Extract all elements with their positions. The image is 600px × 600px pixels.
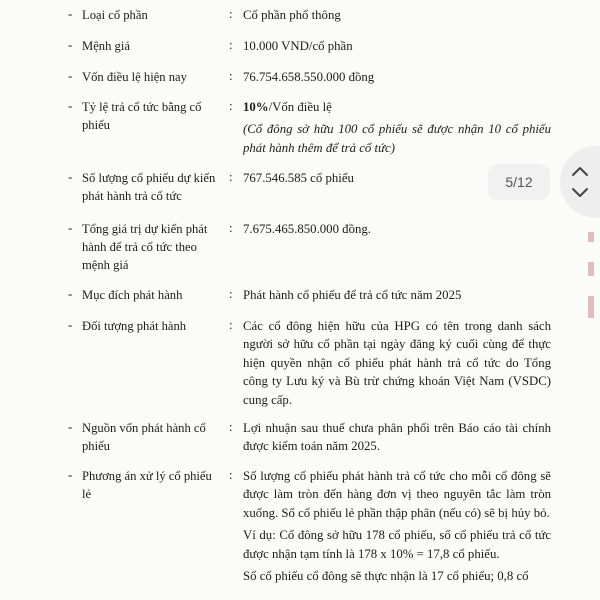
colon: : xyxy=(229,419,233,434)
bullet-dash: - xyxy=(68,98,73,113)
colon: : xyxy=(229,220,233,235)
value-share-type: Cổ phần phổ thông xyxy=(243,8,341,22)
ratio-basis: /Vốn điều lệ xyxy=(268,100,332,114)
red-stamp-mark xyxy=(588,296,594,318)
value-capital-source: Lợi nhuận sau thuế chưa phân phối trên Báo cáo tài chính được kiểm toán năm 2025. xyxy=(243,421,551,454)
red-stamp-mark xyxy=(588,232,594,242)
value-charter-capital: 76.754.658.550.000 đồng xyxy=(243,70,375,84)
fractional-cut-line: Số cổ phiếu cổ đông sẽ thực nhận là 17 cổ phiếu; 0,8 cổ xyxy=(243,569,529,584)
value-recipients: Các cổ đông hiện hữu của HPG có tên trong danh sách người sở hữu cổ phần tại ngày đăng ký cuối cùng để thực hiện quyền nhận cổ phiếu phát hành trả cổ tức do Tổng công ty Lưu ký và Bù trừ chứng khoán Việt Nam (VSDC) cung cấp. xyxy=(243,319,551,407)
bullet-dash: - xyxy=(68,37,73,52)
label-recipients: Đối tượng phát hành xyxy=(82,319,187,333)
label-charter-capital: Vốn điều lệ hiện nay xyxy=(82,70,187,84)
bullet-dash: - xyxy=(68,467,73,482)
label-share-type: Loại cổ phần xyxy=(82,8,148,22)
value-share-count: 767.546.585 cổ phiếu xyxy=(243,171,354,185)
colon: : xyxy=(229,6,233,21)
ratio-note: (Cổ đông sở hữu 100 cổ phiếu sẽ được nhận 10 cổ phiếu phát hành thêm để trả cổ tức) xyxy=(243,122,551,155)
value-total-value: 7.675.465.850.000 đồng. xyxy=(243,222,371,236)
colon: : xyxy=(229,286,233,301)
colon: : xyxy=(229,467,233,482)
fractional-example: Ví dụ: Cổ đông sở hữu 178 cổ phiếu, số cổ phiếu trả cổ tức được nhận tạm tính là 178 x 10% = 17,8 cổ phiếu. xyxy=(243,528,551,561)
chevron-up-icon[interactable] xyxy=(570,164,590,178)
label-share-count: Số lượng cổ phiếu dự kiến phát hành trả cổ tức xyxy=(82,171,216,203)
colon: : xyxy=(229,98,233,113)
label-par-value: Mệnh giá xyxy=(82,39,130,53)
bullet-dash: - xyxy=(68,169,73,184)
value-dividend-ratio xyxy=(243,98,551,157)
label-dividend-ratio: Tỷ lệ trả cổ tức bằng cổ phiếu xyxy=(82,100,202,132)
label-total-value: Tổng giá trị dự kiến phát hành để trả cổ tức theo mệnh giá xyxy=(82,222,208,272)
colon: : xyxy=(229,37,233,52)
red-stamp-mark xyxy=(588,262,594,276)
colon: : xyxy=(229,68,233,83)
label-fractional-shares: Phương án xử lý cổ phiếu lẻ xyxy=(82,469,212,501)
value-fractional-shares xyxy=(243,467,551,585)
label-purpose: Mục đích phát hành xyxy=(82,288,183,302)
bullet-dash: - xyxy=(68,6,73,21)
bullet-dash: - xyxy=(68,317,73,332)
page-indicator: 5/12 xyxy=(488,164,550,200)
value-purpose: Phát hành cổ phiếu để trả cổ tức năm 2025 xyxy=(243,288,462,302)
fractional-rule: Số lượng cổ phiếu phát hành trả cổ tức cho mỗi cổ đông sẽ được làm tròn đến hàng đơn vị theo nguyên tắc làm tròn xuống. Số cổ phiếu lẻ phần thập phân (nếu có) sẽ bị hủy bỏ. xyxy=(243,469,551,520)
bullet-dash: - xyxy=(68,419,73,434)
value-par-value: 10.000 VND/cổ phần xyxy=(243,39,353,53)
label-capital-source: Nguồn vốn phát hành cổ phiếu xyxy=(82,421,206,453)
colon: : xyxy=(229,169,233,184)
bullet-dash: - xyxy=(68,220,73,235)
colon: : xyxy=(229,317,233,332)
ratio-percent: 10% xyxy=(243,100,269,114)
bullet-dash: - xyxy=(68,286,73,301)
chevron-down-icon[interactable] xyxy=(570,186,590,200)
bullet-dash: - xyxy=(68,68,73,83)
